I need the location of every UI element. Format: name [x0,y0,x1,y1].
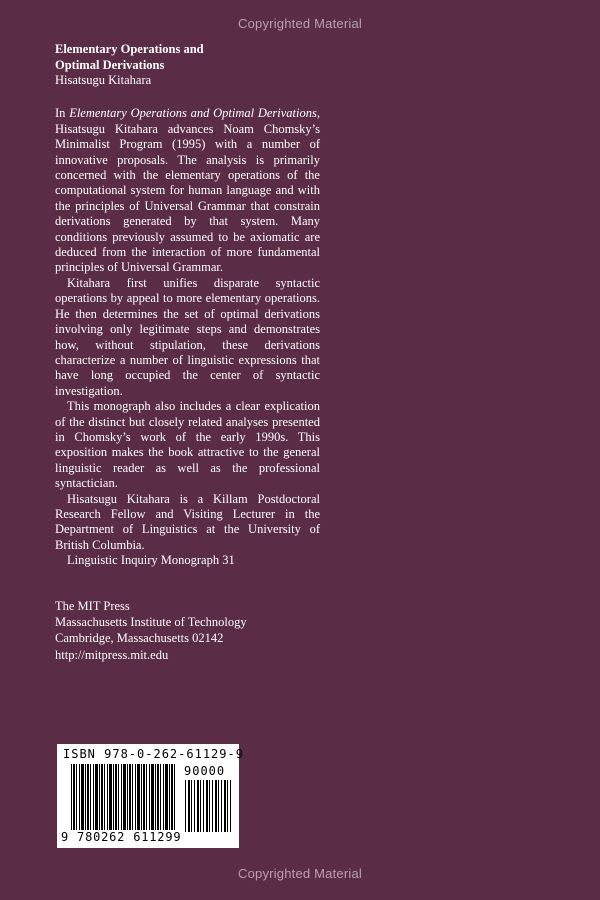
cover-text [55,42,320,569]
ean-barcode-bars [71,764,175,830]
book-title-line-2: Optimal Derivations [55,57,165,72]
publisher-url: http://mitpress.mit.edu [55,647,169,662]
ean-digits: 9 780262 611299 [61,830,182,844]
paragraph-1-prefix: In [55,106,70,121]
book-title-line-1: Elementary Operations and [55,42,204,56]
isbn-number: ISBN 978-0-262-61129-9 [63,747,244,761]
author-bio: Hisatsugu Kitahara is a Killam Postdoctoral Research Fellow and Visiting Lecturer in the Department of Linguistics at the University of British Columbia. [55,491,320,552]
publisher-block [55,598,247,663]
description-paragraph-1 [55,106,320,275]
description-paragraph-3: This monograph also includes a clear explication of the distinct but closely related analyses presented in Chomsky’s work of the early 1990s. This exposition makes the book attractive to the general linguistic reader as well as the professional syntactician. [55,399,320,491]
paragraph-1-body: Hisatsugu Kitahara advances Noam Chomsky’s Minimalist Program (1995) with a number of innovative proposals. The analysis is primarily concerned with the elementary operations of the computational system for human language and with the principles of Universal Grammar that constrain derivations generated by that system. Many conditions previously assumed to be axiomatic are deduced from the interaction of more fundamental principles of Universal Grammar. [55,121,320,275]
price-code: 90000 [184,764,226,778]
watermark-bottom: Copyrighted Material [238,866,362,881]
publisher-city: Cambridge, Massachusetts 02142 [55,631,224,646]
addon-barcode-bars [185,780,231,832]
book-title-italic: Elementary Operations and Optimal Derivations, [69,106,320,121]
description-paragraph-2: Kitahara first unifies disparate syntactic operations by appeal to more elementary operations. He then determines the set of optimal derivations involving only legitimate steps and demonstrates how, without stipulation, these derivations characterize a number of linguistic expressions that have long occupied the center of syntactic investigation. [55,275,320,398]
series-name: Linguistic Inquiry Monograph 31 [67,553,235,568]
isbn-barcode [57,744,244,848]
publisher-institution: Massachusetts Institute of Technology [55,615,247,630]
watermark-top: Copyrighted Material [238,16,362,31]
publisher-name: The MIT Press [55,599,130,613]
book-author: Hisatsugu Kitahara [55,73,152,87]
